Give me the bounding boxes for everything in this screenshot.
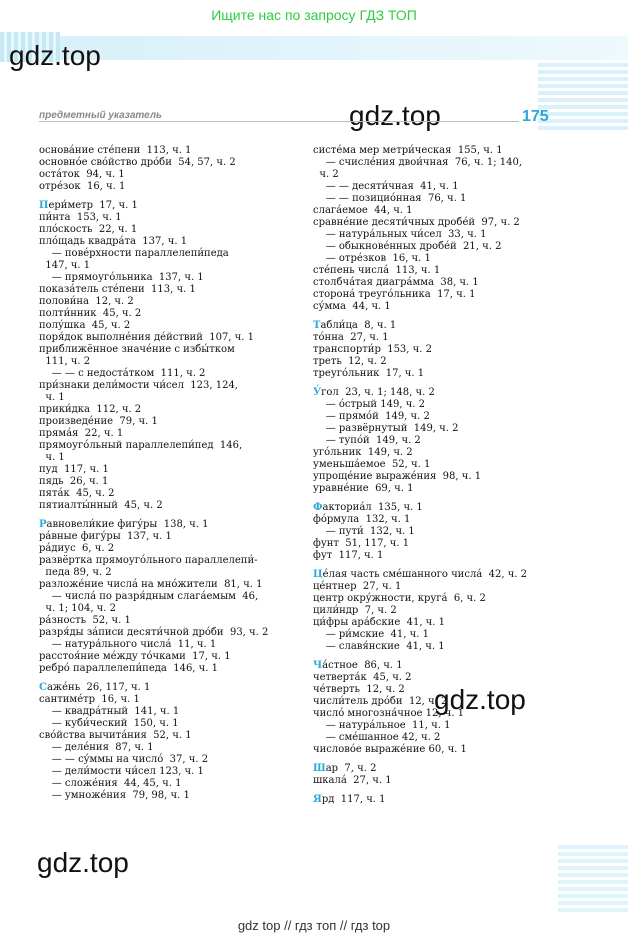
corner-decoration-bottom [558,842,628,912]
index-entry [39,706,299,718]
watermark: gdz.top [9,40,101,71]
index-entry [39,236,299,248]
index-entry-text: — делéния 87, ч. 1 [39,742,154,753]
index-entry [313,435,573,447]
index-entry [39,591,299,603]
index-entry [39,718,299,730]
index-entry [39,742,299,754]
index-entry-text: — прямóй 149, ч. 2 [313,411,430,422]
index-entry [313,344,573,356]
index-entry [39,356,299,368]
index-entry [313,289,573,301]
index-entry-text: транспорти́р 153, ч. 2 [313,344,432,355]
index-entry-text: шкалá 27, ч. 1 [313,775,392,786]
index-entry-text: — квадрáтный 141, ч. 1 [39,706,180,717]
index-entry-text: числи́тель дрóби 12, ч. 2 [313,696,448,707]
index-entry [39,663,299,675]
running-title: предметный указатель [39,110,162,121]
index-entry-text: — славя́нские 41, ч. 1 [313,641,445,652]
index-entry-text: полу́шка 45, ч. 2 [39,320,131,331]
index-entry [313,241,573,253]
index-entry [39,404,299,416]
index-entry [39,212,299,224]
index-entry [313,277,573,289]
index-entry-text: — натурáльного числá 11, ч. 1 [39,639,217,650]
watermark: gdz.top [37,847,129,878]
section-initial: У́ [313,387,322,398]
section-gap [313,495,573,502]
section-gap [39,512,299,519]
index-entry-text: — — су́ммы на числó 37, ч. 2 [39,754,209,765]
index-entry-text: — прямоугóльника 137, ч. 1 [39,272,204,283]
index-entry [39,476,299,488]
index-entry [313,459,573,471]
index-entry [39,694,299,706]
index-entry [313,483,573,495]
index-entry-text: рáвные фигу́ры 137, ч. 1 [39,531,172,542]
index-entry [39,169,299,181]
watermark: gdz.top [434,684,526,715]
index-entry [313,193,573,205]
index-entry [313,332,573,344]
index-entry-text: развёртка прямоугóльного параллелепи́- [39,555,258,566]
index-entry [39,145,299,157]
index-entry [313,181,573,193]
index-entry-text: свóйства вычитáния 52, ч. 1 [39,730,192,741]
index-entry [313,169,573,181]
index-entry [313,672,573,684]
index-entry-text: уравнéние 69, ч. 1 [313,483,414,494]
index-entry-text: фунт 51, 117, ч. 1 [313,538,410,549]
section-initial: П [39,200,49,211]
index-entry [39,392,299,404]
section-gap [313,380,573,387]
index-entry [313,569,573,581]
index-entry [313,538,573,550]
section-initial: Ч [313,660,323,671]
index-entry [313,157,573,169]
index-entry-text: цили́ндр 7, ч. 2 [313,605,397,616]
index-entry [313,399,573,411]
index-entry-text: ребрó параллелепи́педа 146, ч. 1 [39,663,218,674]
index-entry [39,368,299,380]
index-entry-text: — тупóй 149, ч. 2 [313,435,421,446]
index-entry-text: пядь 26, ч. 1 [39,476,109,487]
index-entry [313,629,573,641]
index-entry-text: ч. 1 [39,452,65,463]
index-entry-text: — ри́мские 41, ч. 1 [313,629,429,640]
index-entry [39,416,299,428]
index-entry-text: 147, ч. 1 [39,260,91,271]
index-entry-text: пуд 117, ч. 1 [39,464,109,475]
index-entry-text: произведéние 79, ч. 1 [39,416,158,427]
corner-decoration-top [538,60,628,130]
index-entry-text: педа 89, ч. 2 [39,567,112,578]
index-entry [39,248,299,260]
index-entry-text: поря́док выполнéния дéйствий 107, ч. 1 [39,332,254,343]
index-entry [39,320,299,332]
index-entry [313,502,573,514]
index-entry [39,682,299,694]
index-entry-text: рáзность 52, ч. 1 [39,615,131,626]
index-entry-text: стéпень числá 113, ч. 1 [313,265,441,276]
section-initial: Р [39,519,47,530]
index-entry-text: расстоя́ние мéжду тóчками 17, ч. 1 [39,651,231,662]
index-entry [313,447,573,459]
index-entry-text: четвертáк 45, ч. 2 [313,672,412,683]
index-entry-text: упрощéние выражéния 98, ч. 1 [313,471,482,482]
section-initial: С [39,682,47,693]
index-entry-text: сравнéние десяти́чных дробéй 97, ч. 2 [313,217,520,228]
index-entry-text: абли́ца 8, ч. 1 [320,320,397,331]
index-entry [39,308,299,320]
page-number: 175 [522,108,549,125]
index-entry [313,356,573,368]
index-entry-text: — счислéния двои́чная 76, ч. 1; 140, [313,157,523,168]
index-entry-text: плóскость 22, ч. 1 [39,224,138,235]
index-entry [313,660,573,672]
index-entry-text: прики́дка 112, ч. 2 [39,404,142,415]
index-entry [39,766,299,778]
index-entry-text: — óстрый 149, ч. 2 [313,399,426,410]
index-entry [39,296,299,308]
index-entry [313,641,573,653]
index-entry [39,380,299,392]
index-entry [39,452,299,464]
index-entry-text: авновели́кие фигу́ры 138, ч. 1 [46,519,209,530]
index-entry-text: 111, ч. 2 [39,356,91,367]
index-entry-text: угóльник 149, ч. 2 [313,447,413,458]
index-entry-text: центр окру́жности, кругá 6, ч. 2 [313,593,486,604]
index-entry [313,763,573,775]
index-entry-text: чéтверть 12, ч. 2 [313,684,405,695]
index-entry [39,224,299,236]
index-entry-text: основáние стéпени 113, ч. 1 [39,145,192,156]
index-entry-text: пятиалты́нный 45, ч. 2 [39,500,163,511]
index-entry-text: — сложéния 44, 45, ч. 1 [39,778,182,789]
index-entry-text: сторонá треугóльника 17, ч. 1 [313,289,476,300]
index-entry-text: áстное 86, ч. 1 [322,660,403,671]
index-entry [39,200,299,212]
index-entry [313,265,573,277]
index-entry-text: — куби́ческий 150, ч. 1 [39,718,179,729]
index-entry-text: числовóе выражéние 60, ч. 1 [313,744,467,755]
section-gap [313,653,573,660]
index-entry-text: приближённое значéние с избы́тком [39,344,235,355]
section-initial: Т [313,320,321,331]
index-entry-text: пи́нта 153, ч. 1 [39,212,122,223]
header-decoration [60,36,628,60]
index-column-left [39,145,299,802]
top-banner: Ищите нас по запросу ГДЗ ТОП [0,0,628,30]
index-entry [39,344,299,356]
index-entry [39,157,299,169]
index-entry-text: плóщадь квадрáта 137, ч. 1 [39,236,188,247]
index-entry-text: полти́нник 45, ч. 2 [39,308,142,319]
index-entry-text: сантимéтр 16, ч. 1 [39,694,140,705]
index-entry-text: треть 12, ч. 2 [313,356,387,367]
index-entry-text: остáток 94, ч. 1 [39,169,125,180]
index-entry [39,284,299,296]
index-entry [313,411,573,423]
section-gap [39,675,299,682]
index-entry-text: слагáемое 44, ч. 1 [313,205,413,216]
index-entry-text: ажéнь 26, 117, ч. 1 [46,682,151,693]
index-entry [39,567,299,579]
index-entry-text: отрéзок 16, ч. 1 [39,181,126,192]
index-entry-text: тóнна 27, ч. 1 [313,332,389,343]
index-entry [39,579,299,591]
index-entry [39,639,299,651]
index-entry-text: гол 23, ч. 1; 148, ч. 2 [321,387,435,398]
header-rule [39,121,519,122]
index-entry [39,500,299,512]
index-entry-text: су́мма 44, ч. 1 [313,301,391,312]
index-entry-text: рáдиус 6, ч. 2 [39,543,115,554]
index-entry-text: систéма мер метри́ческая 155, ч. 1 [313,145,503,156]
index-entry-text: — обыкновéнных дробéй 21, ч. 2 [313,241,502,252]
index-entry [39,603,299,615]
index-entry-text: ци́фры арáбские 41, ч. 1 [313,617,446,628]
index-entry-text: прямоугóльный параллелепи́пед 146, [39,440,243,451]
index-entry-text: фóрмула 132, ч. 1 [313,514,411,525]
index-entry [313,581,573,593]
index-entry-text: фут 117, ч. 1 [313,550,384,561]
index-entry [39,754,299,766]
index-entry-text: — натурáльных чи́сел 33, ч. 1 [313,229,487,240]
index-entry [39,555,299,567]
index-entry-text: — умножéния 79, 98, ч. 1 [39,790,190,801]
index-entry-text: разложéние числá на мнóжители 81, ч. 1 [39,579,263,590]
index-entry [313,217,573,229]
index-entry [39,260,299,272]
index-entry [313,145,573,157]
index-entry-text: акториáл 135, ч. 1 [322,502,423,513]
index-entry [313,732,573,744]
index-entry-text: éлая часть смéшанного числá 42, ч. 2 [322,569,528,580]
section-gap [313,562,573,569]
index-entry [313,617,573,629]
bottom-banner: gdz top // гдз топ // гдз top [237,918,391,933]
book-page [0,32,628,912]
index-entry [313,471,573,483]
section-initial: Ф [313,502,323,513]
index-entry [39,519,299,531]
index-entry-text: — отрéзков 16, ч. 1 [313,253,431,264]
index-entry [313,387,573,399]
index-entry-text: — повéрхности параллелепи́педа [39,248,229,259]
index-entry [39,428,299,440]
index-entry [39,543,299,555]
watermark: gdz.top [349,100,441,131]
section-initial: Ш [313,763,326,774]
index-entry [39,440,299,452]
index-entry [39,531,299,543]
index-entry-text: рд 117, ч. 1 [321,794,386,805]
index-entry-text: — развёрнутый 149, ч. 2 [313,423,459,434]
index-entry [39,332,299,344]
index-entry [313,794,573,806]
index-entry [313,253,573,265]
section-initial: Я [313,794,322,805]
index-entry [39,627,299,639]
section-gap [313,787,573,794]
index-entry-text: цéнтнер 27, ч. 1 [313,581,402,592]
index-entry-text: — натурáльное 11, ч. 1 [313,720,451,731]
section-gap [313,313,573,320]
index-entry-text: — смéшанное 42, ч. 2 [313,732,441,743]
index-entry-text: полови́на 12, ч. 2 [39,296,134,307]
index-entry-text: показáтель стéпени 113, ч. 1 [39,284,196,295]
index-entry [313,526,573,538]
index-entry-text: при́знаки дели́мости чи́сел 123, 124, [39,380,238,391]
index-entry [313,205,573,217]
index-entry [313,514,573,526]
section-initial: Ц [313,569,323,580]
index-entry [39,488,299,500]
index-entry-text: основнóе свóйство дрóби 54, 57, ч. 2 [39,157,236,168]
section-gap [313,756,573,763]
section-gap [39,193,299,200]
index-entry [39,615,299,627]
index-entry [313,720,573,732]
index-entry [313,605,573,617]
index-entry-text: — числá по разря́дным слагáемым 46, [39,591,259,602]
index-entry [313,593,573,605]
index-entry-text: пятáк 45, ч. 2 [39,488,115,499]
index-entry [313,229,573,241]
index-entry-text: ери́метр 17, ч. 1 [48,200,138,211]
index-entry [39,464,299,476]
index-entry-text: — — позициóнная 76, ч. 1 [313,193,467,204]
index-entry [39,778,299,790]
index-entry-text: столбчáтая диагрáмма 38, ч. 1 [313,277,479,288]
index-entry-text: числó многознáчное 12, ч. 1 [313,708,465,719]
index-entry-text: уменьшáемое 52, ч. 1 [313,459,431,470]
index-entry [39,651,299,663]
index-entry-text: прямáя 22, ч. 1 [39,428,124,439]
index-entry [39,790,299,802]
index-entry-text: — — с недостáтком 111, ч. 2 [39,368,206,379]
index-entry [313,301,573,313]
index-entry-text: треугóльник 17, ч. 1 [313,368,425,379]
index-entry-text: ч. 2 [313,169,339,180]
index-entry [313,368,573,380]
index-entry [313,550,573,562]
index-entry [39,272,299,284]
index-entry-text: ар 7, ч. 2 [325,763,377,774]
index-entry [313,775,573,787]
index-entry-text: разря́ды зáписи десяти́чной дрóби 93, ч. 2 [39,627,269,638]
index-entry [313,320,573,332]
index-entry-text: ч. 1 [39,392,65,403]
index-entry-text: ч. 1; 104, ч. 2 [39,603,117,614]
index-entry [39,181,299,193]
index-entry [313,744,573,756]
index-entry-text: — дели́мости чи́сел 123, ч. 1 [39,766,204,777]
index-entry-text: — пути́ 132, ч. 1 [313,526,415,537]
index-entry-text: — — десяти́чная 41, ч. 1 [313,181,459,192]
index-entry [39,730,299,742]
index-entry [313,423,573,435]
